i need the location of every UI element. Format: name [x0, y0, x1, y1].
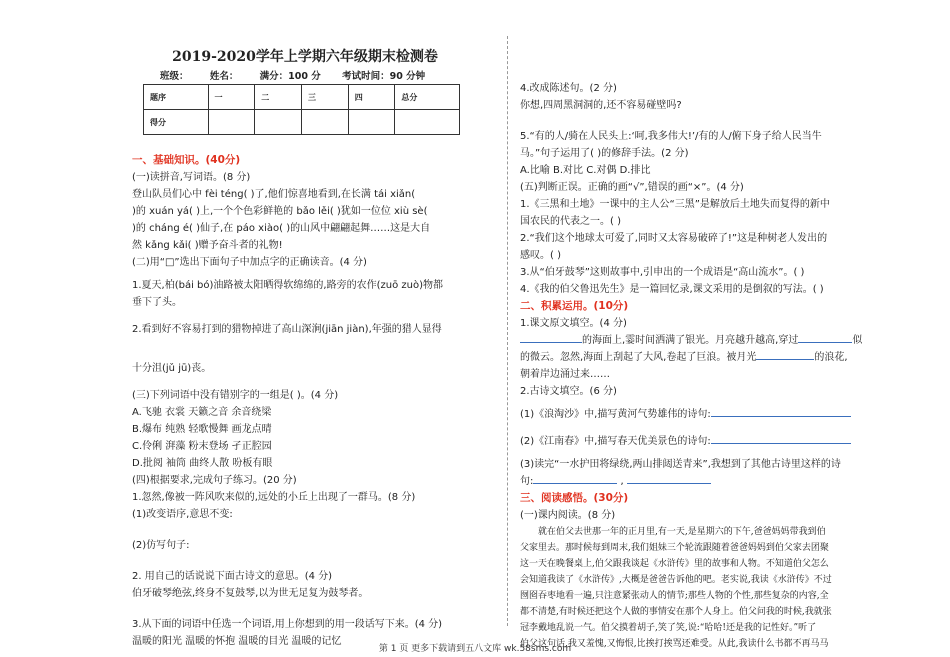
question-head: (三)下列词语中没有错别字的一组是( )。(4 分): [132, 390, 339, 401]
section-title: 一、基础知识。(40分): [132, 154, 241, 166]
question-head: (五)判断正误。正确的画“√”,错误的画“×”。(4 分): [520, 182, 744, 193]
fill-line: [520, 406, 898, 423]
passage-line: 囫囵吞枣地看一遍,只注意紧张动人的情节;那些人物的个性,那些复杂的内容,全: [520, 591, 829, 601]
name-label: 姓名：: [209, 71, 239, 82]
text-line: )的 xuán yá( )上,一个个色彩鲜艳的 bǎo lěi( )犹如一位位 xiù sè(: [132, 206, 428, 217]
text-line: 朝着岸边涌过来……: [520, 369, 610, 380]
score-table: [143, 84, 460, 135]
table-cell: 总分: [395, 85, 460, 110]
option-line: A.飞驰 衣裳 天籁之音 余音绕梁: [132, 407, 272, 418]
text-line: 伯牙破琴绝弦,终身不复鼓琴,以为世无足复为鼓琴者。: [132, 588, 369, 599]
text-line: 1.《三黑和土地》一课中的主人公“三黑”是解放后土地失而复得的新中: [520, 199, 830, 210]
text-line: 你想,四周黑洞洞的,还不容易碰壁吗?: [520, 100, 682, 111]
full-score: 满分：100 分: [259, 71, 321, 82]
text-span: 的浪花,: [814, 352, 848, 363]
text-line: 3.从“伯牙鼓琴”这则故事中,引申出的一个成语是“高山流水”。( ): [520, 267, 805, 278]
page-footer: 第 1 页 更多下载请到五八文库 wk.58sms.com: [378, 644, 572, 654]
passage-line: 这一天在晚餐桌上,伯父跟我谈起《水浒传》里的故事和人物。不知道伯父怎么: [520, 559, 829, 569]
question-head: (二)用“□”选出下面句子中加点字的正确读音。(4 分): [132, 257, 367, 268]
text-line: 登山队员们心中 fèi téng( )了,他们惊喜地看到,在长满 tái xiǎn(: [132, 189, 416, 200]
text-span: (2)《江南春》中,描写春天优美景色的诗句:: [520, 436, 711, 447]
text-line: )的 cháng é( )仙子,在 páo xiào( )的山风中翩翩起舞……这是大自: [132, 223, 431, 234]
table-cell[interactable]: [208, 110, 255, 135]
blank-field[interactable]: [798, 342, 852, 343]
passage-line: 伯父这句话,我又羞愧,又悔恨,比挨打挨骂还难受。从此,我读什么书都不再马马: [520, 639, 829, 649]
table-cell[interactable]: [348, 110, 395, 135]
option-line: B.爆布 纯熟 轻歌慢舞 画龙点晴: [132, 424, 272, 435]
page-title: 2019-2020学年上学期六年级期末检测卷: [172, 49, 438, 65]
text-line: 马。”句子运用了( )的修辞手法。(2 分): [520, 148, 689, 159]
reading-passage: [520, 524, 898, 652]
table-cell: 三: [301, 85, 348, 110]
table-row: [144, 85, 460, 110]
blank-field[interactable]: [627, 483, 711, 484]
option-line: D.批阅 袖筒 曲终人散 吩板有眼: [132, 458, 273, 469]
right-column: [520, 80, 898, 652]
text-line: 2.看到好不容易打到的猎物掉进了高山深涧(jiān jiàn),年强的猎人显得: [132, 324, 442, 335]
text-span: 似: [852, 335, 863, 346]
table-cell: 一: [208, 85, 255, 110]
text-line: 感叹。( ): [520, 250, 561, 261]
table-cell: 题序: [144, 85, 209, 110]
passage-line: 冠李戴地乱说一气。伯父摸着胡子,笑了笑,说:“哈哈!还是我的记性好。”听了: [520, 623, 817, 633]
fill-line: 句: ,: [520, 473, 898, 490]
table-cell: 二: [255, 85, 302, 110]
text-line: 2.“我们这个地球太可爱了,同时又太容易破碎了!”这是种树老人发出的: [520, 233, 828, 244]
section-title: 三、阅读感悟。(30分): [520, 492, 629, 504]
table-row: [144, 110, 460, 135]
text-line: 1.忽然,像被一阵风吹来似的,远处的小丘上出现了一群马。(8 分): [132, 492, 416, 503]
text-line: 十分沮(jǔ jū)丧。: [132, 363, 212, 374]
passage-line: 都不清楚,有时候还把这个人做的事情安在那个人身上。伯父问我的时候,我就张: [520, 607, 832, 617]
fill-line: [520, 349, 898, 366]
question-head: (一)课内阅读。(8 分): [520, 510, 616, 521]
text-line: 1.夏天,柏(bái bó)油路被太阳晒得软绵绵的,路旁的农作(zuō zuò)物都: [132, 280, 443, 291]
text-line: 垂下了头。: [132, 297, 182, 308]
table-cell[interactable]: [255, 110, 302, 135]
fill-line: [520, 332, 898, 349]
table-cell[interactable]: [395, 110, 460, 135]
left-column: [132, 152, 497, 650]
question-head: (四)根据要求,完成句子练习。(20 分): [132, 475, 297, 486]
text-line: 4.《我的伯父鲁迅先生》是一篇回忆录,课文采用的是倒叙的写法。( ): [520, 284, 824, 295]
exam-info: [160, 68, 443, 82]
text-line: 然 kǎng kǎi( )赠予奋斗者的礼物!: [132, 240, 283, 251]
option-line: C.伶俐 湃藻 粉末登场 孑正腔园: [132, 441, 272, 452]
text-line: (3)读完“一水护田将绿绕,两山排闼送青来”,我想到了其他古诗里这样的诗: [520, 459, 841, 470]
option-line: A.比喻 B.对比 C.对偶 D.排比: [520, 165, 651, 176]
blank-field[interactable]: [711, 416, 851, 417]
exam-time: 考试时间：90 分钟: [342, 71, 426, 82]
blank-field[interactable]: [533, 483, 617, 484]
table-cell[interactable]: [301, 110, 348, 135]
class-label: 班级：: [160, 71, 189, 82]
passage-line: 父家里去。那时候每到周末,我们姐妹三个轮流跟随着爸爸妈妈到伯父家去团聚: [520, 543, 829, 553]
passage-line: 会知道我读了《水浒传》,大概是爸爸告诉他的吧。老实说,我读《水浒传》不过: [520, 575, 832, 585]
table-cell: 得分: [144, 110, 209, 135]
text-span: 的微云。忽然,海面上刮起了大风,卷起了巨浪。被月光: [520, 352, 757, 363]
text-line: 温暖的阳光 温暖的怀抱 温暖的目光 温暖的记忆: [132, 636, 342, 647]
fill-line: [520, 433, 898, 450]
text-line: 5.“有的人/骑在人民头上:‘呵,我多伟大!’/有的人/俯下身子给人民当牛: [520, 131, 822, 142]
question-head: 1.课文原文填空。(4 分): [520, 318, 627, 329]
text-line: 3.从下面的词语中任选一个词语,用上你想到的用一段话写下来。(4 分): [132, 619, 443, 630]
text-line: (2)仿写句子:: [132, 540, 190, 551]
blank-field[interactable]: [756, 359, 814, 360]
section-title: 二、积累运用。(10分): [520, 300, 629, 312]
text-line: 2. 用自己的话说说下面古诗文的意思。(4 分): [132, 571, 333, 582]
column-divider: [507, 36, 508, 626]
passage-line: 就在伯父去世那一年的正月里,有一天,是星期六的下午,爸爸妈妈带我到伯: [538, 527, 826, 537]
text-span: 句:: [520, 476, 534, 487]
text-line: 国农民的代表之一。( ): [520, 216, 621, 227]
text-span: 的海面上,霎时间洒满了银光。月亮越升越高,穿过: [582, 335, 799, 346]
text-line: 4.改成陈述句。(2 分): [520, 83, 617, 94]
text-span: (1)《浪淘沙》中,描写黄河气势雄伟的诗句:: [520, 409, 711, 420]
question-head: 2.古诗文填空。(6 分): [520, 386, 617, 397]
question-head: (一)读拼音,写词语。(8 分): [132, 172, 251, 183]
blank-field[interactable]: [711, 443, 851, 444]
table-cell: 四: [348, 85, 395, 110]
text-line: (1)改变语序,意思不变:: [132, 509, 233, 520]
blank-field[interactable]: [520, 342, 582, 343]
